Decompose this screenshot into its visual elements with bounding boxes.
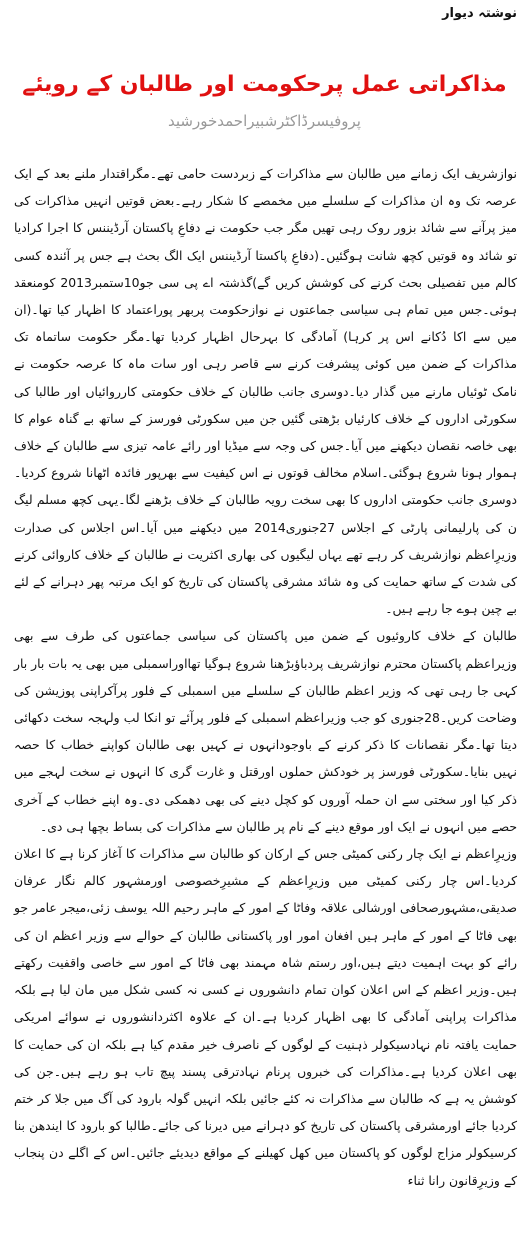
section-tag: نوشتہ دیوار (442, 6, 517, 21)
paragraph-1: نوازشریف ایک زمانے میں طالبان سے مذاکرات کے زبردست حامی تھے۔مگراقتدار ملنے بعد کے ایک عرصہ تک وہ ان مذاکرات کے سلسلے میں مخمصے کا شکار رہے۔بعض قوتیں انہیں مذاکرات کی میز پرآنے سے شائد بزور روک رہی تھیں مگر جب حکومت نے دفاعِ پاکستان آرڈیننس کا اجرا کرادیا تو شائد وہ قوتیں کچھ شانت ہوگئیں۔(دفاعِ پاکستا آرڈیننس ایک الگ بحث ہے جس پر آئندہ کسی کالم میں تفصیلی بحث کرنے کی کوشش کریں گے)گذشتہ اے پی سی جو10ستمبر2013 کومنعقد ہوئی۔جس میں تمام ہی سیاسی جماعتوں نے نوازحکومت پربھر پوراعتماد کا اظہار کیا تھا۔(ان میں سے اکا دُکانے اس پر کرہا) آمادگی کا بہرحال اظہار کردیا تھا۔مگر حکومت ساتماہ تک مذاکرات کے ضمن میں کوئی پیشرفت کرنے سے قاصر رہی اور سات ماہ کا عرصہ حکومت نے نامک ٹوئیاں مارنے میں گذار دیا۔دوسری جانب طالبان کے خلاف حکومتی کارروائیاں اور طالبا کی سکورٹی اداروں کے خلاف کارئیاں بڑھتی گئیں جن میں سکورٹی فورسز کے ساتھ بے گناہ عوام کا بھی خاصہ نقصان دیکھنے میں آیا۔جس کی وجہ سے میڈیا اور رائے عامہ تیزی سے طالبان کے خلاف ہموار ہونا شروع ہوگئی۔اسلام مخالف قوتوں نے اس کیفیت سے بھرپور فائدہ اٹھانا شروع کردیا۔دوسری جانب حکومتی اداروں کا بھی سخت رویہ طالبان کے خلاف بڑھنے لگا۔یہی کچھ مسلم لیگ ن کی پارلیمانی پارٹی کے اجلاس 27جنوری2014 میں دیکھنے میں آیا۔اس اجلاس کی صدارت وزیرِاعظم نوازشریف کر رہے تھے یہاں لیگیوں کی بھاری اکثریت نے طالبان کے خلاف کاروائی کرنے کی شدت کے ساتھ حمایت کی وہ شائد مشرقی پاکستان کی تاریخ کو ایک مرتبہ پھر دہرانے کے لئے بے چین ہوے جا رہے ہیں۔ (14, 166, 517, 617)
paragraph-2: طالبان کے خلاف کاروئیوں کے ضمن میں پاکستان کی سیاسی جماعتوں کی طرف سے بھی وزیراعظم پاکستان محترم نوازشریف پردباؤبڑھنا شروع ہوگیا تھااوراسمبلی میں بھی یہ بات بار بار کہی جا رہی تھی کہ وزیر اعظم طالبان کے سلسلے میں اسمبلی کے فلور پرآکراپنی پوزیشن کی وضاحت کریں۔28جنوری کو جب وزیراعظم اسمبلی کے فلور پرآئے تو انکا لب ولہجہ سخت دکھائی دیتا تھا۔مگر نقصانات کا ذکر کرنے کے باوجودانہوں نے کہیں بھی طالبان کواپنے خطاب کا حصہ نہیں بنایا۔سکورٹی فورسز پر خودکش حملوں اورقتل و غارت گری کا انہوں نے سخت لہجے میں ذکر کیا اور سختی سے ان حملہ آوروں کو کچل دینے کی بھی دھمکی دی۔وہ اپنے خطاب کے آخری حصے میں انہوں نے ایک اور موقع دینے کے نام پر طالبان سے مذاکرات کی بساط بچھا ہی دی۔ (14, 628, 518, 834)
paragraph-3: وزیرِاعظم نے ایک چار رکنی کمیٹی جس کے ارکان کو طالبان سے مذاکرات کا آغاز کرنا ہے کا اعلان کردیا۔اس چار رکنی کمیٹی میں وزیرِاعظم کے مشیرِخصوصی اورمشہور کالم نگار عرفان صدیقی،مشہورصحافی اورشالی علاقہ وفاٹا کے امور کے ماہر رحیم اللہ یوسف زئی،میجر عامر جو بھی فاٹا کے امور کے ماہر ہیں افغان امور اور پاکستانی طالبان کے حوالے سے وزیر اعظم ان کی رائے کو بہت اہمیت دیتے ہیں،اور رستم شاہ مہمند بھی فاٹا کے امور سے خاصی واقفیت رکھتے ہیں۔وزیر اعظم کے اس اعلان کوان تمام دانشوروں نے کسی نہ کسی شکل میں مان لیا ہے بلکہ مذاکرات پراپنی آمادگی کا بھی اظہار کردیا ہے۔ان کے علاوہ اکثردانشوروں نے سوائے امریکی حمایت یافتہ نام نہادسیکولر ذہنیت کے لوگوں کے ناصرف خیر مقدم کیا ہے بلکہ ان کی حمایت کا بھی اعلان کردیا ہے۔مذاکرات کی خبروں پرنام نہادترقی پسند پیچ تاب ہو رہے ہیں۔جن کی کوشش یہ ہے کہ طالبان سے مذاکرات نہ کئے جائیں بلکہ انہیں گولہ بارود کی آگ میں جلا کر ختم کردیا جائے اورمشرقی پاکستان کی تاریخ کو دہرانے میں دیرنا کی جائے۔طالبا کو بارود کا ایندھن بنا کرسیکولر مزاج لوگوں کو پاکستان میں کھل کھیلنے کے مواقع دیدیئے جائیں۔اس کے اگلے دن پنجاب کے وزیرِقانون رانا ثناء (14, 846, 517, 1188)
article-body (14, 160, 517, 1194)
author-byline: پروفیسرڈاکٹرشبیراحمدخورشید (168, 112, 361, 130)
article-headline: مذاکراتی عمل پرحکومت اور طالبان کے رویئے (22, 72, 507, 97)
